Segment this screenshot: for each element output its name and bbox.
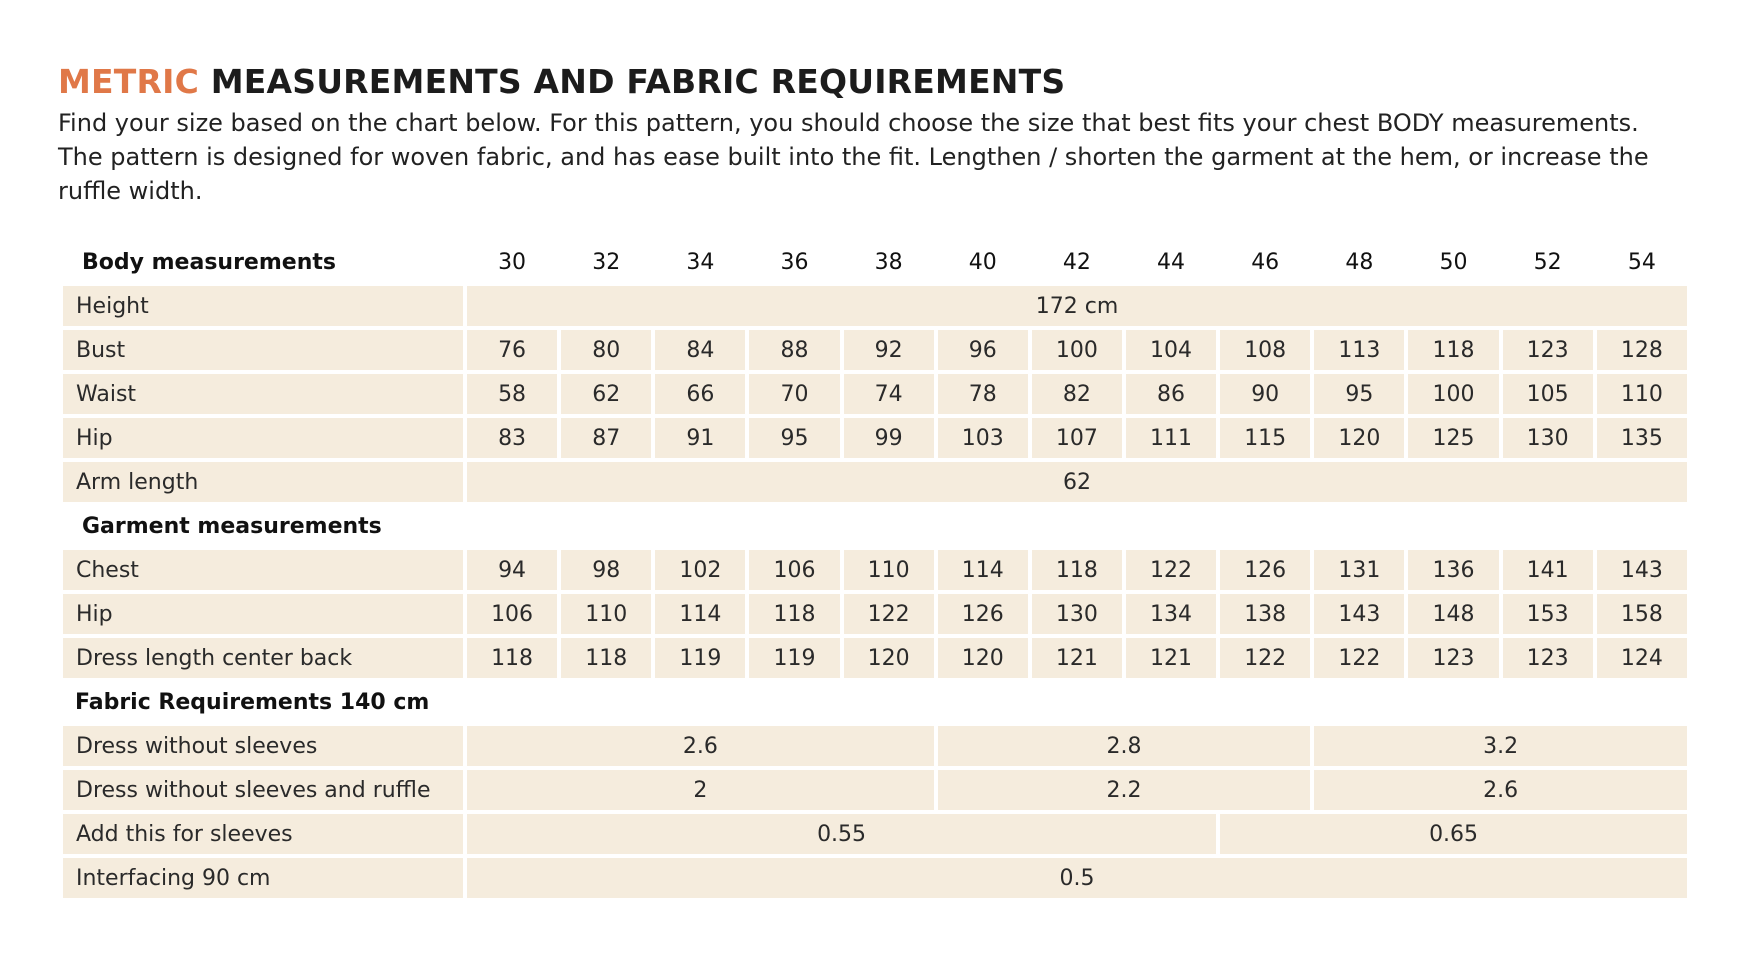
bust-cell: 76 bbox=[467, 330, 557, 370]
table-row bbox=[63, 418, 1687, 458]
chest-cell: 110 bbox=[844, 550, 934, 590]
title-accent: METRIC bbox=[58, 62, 199, 101]
intro-line-3: ruffle width. bbox=[58, 177, 203, 205]
table-row bbox=[63, 726, 1687, 766]
dress-length-cell: 120 bbox=[938, 638, 1028, 678]
garment-hip-cell: 153 bbox=[1503, 594, 1593, 634]
garment-hip-cell: 143 bbox=[1314, 594, 1404, 634]
body-hip-cell: 83 bbox=[467, 418, 557, 458]
body-hip-cell: 107 bbox=[1032, 418, 1122, 458]
row-label-dress-without-sleeves-and-ruffle: Dress without sleeves and ruffle bbox=[63, 770, 463, 810]
size-header: 30 bbox=[498, 249, 527, 275]
body-hip-cell: 87 bbox=[561, 418, 651, 458]
body-hip-cell: 99 bbox=[844, 418, 934, 458]
garment-hip-cell: 134 bbox=[1126, 594, 1216, 634]
row-label-dress-length: Dress length center back bbox=[63, 638, 463, 678]
size-header: 44 bbox=[1157, 249, 1186, 275]
fabric-cell: 0.55 bbox=[467, 814, 1216, 854]
table-row bbox=[63, 330, 1687, 370]
waist-cell: 62 bbox=[561, 374, 651, 414]
row-label-dress-without-sleeves: Dress without sleeves bbox=[63, 726, 463, 766]
size-header: 50 bbox=[1439, 249, 1468, 275]
table-row bbox=[63, 462, 1687, 502]
waist-cell: 66 bbox=[655, 374, 745, 414]
row-label-bust: Bust bbox=[63, 330, 463, 370]
chest-cell: 118 bbox=[1032, 550, 1122, 590]
page bbox=[58, 58, 1698, 208]
garment-hip-cell: 110 bbox=[561, 594, 651, 634]
size-header: 54 bbox=[1627, 249, 1656, 275]
chest-cell: 126 bbox=[1220, 550, 1310, 590]
row-label-arm-length: Arm length bbox=[63, 462, 463, 502]
size-header: 46 bbox=[1251, 249, 1280, 275]
size-header: 48 bbox=[1345, 249, 1374, 275]
waist-cell: 74 bbox=[844, 374, 934, 414]
table-row bbox=[63, 814, 1687, 854]
body-hip-cell: 115 bbox=[1220, 418, 1310, 458]
dress-length-cell: 124 bbox=[1597, 638, 1687, 678]
bust-cell: 104 bbox=[1126, 330, 1216, 370]
fabric-cell: 2.8 bbox=[938, 726, 1311, 766]
garment-hip-cell: 114 bbox=[655, 594, 745, 634]
section-row bbox=[63, 682, 1687, 722]
chest-cell: 122 bbox=[1126, 550, 1216, 590]
waist-cell: 82 bbox=[1032, 374, 1122, 414]
waist-cell: 86 bbox=[1126, 374, 1216, 414]
bust-cell: 84 bbox=[655, 330, 745, 370]
waist-cell: 70 bbox=[749, 374, 839, 414]
garment-section-heading: Garment measurements bbox=[82, 513, 382, 539]
garment-hip-cell: 118 bbox=[749, 594, 839, 634]
dress-length-cell: 118 bbox=[467, 638, 557, 678]
table-row bbox=[63, 550, 1687, 590]
waist-cell: 100 bbox=[1408, 374, 1498, 414]
row-label-waist: Waist bbox=[63, 374, 463, 414]
bust-cell: 88 bbox=[749, 330, 839, 370]
dress-length-cell: 121 bbox=[1032, 638, 1122, 678]
garment-hip-cell: 130 bbox=[1032, 594, 1122, 634]
size-header: 52 bbox=[1533, 249, 1562, 275]
chest-cell: 143 bbox=[1597, 550, 1687, 590]
size-header-row bbox=[63, 242, 1687, 282]
intro-line-2: The pattern is designed for woven fabric, and has ease built into the fit. Lengthen / shorten the garment at the hem, or increase the bbox=[58, 143, 1649, 171]
row-label-garment-hip: Hip bbox=[63, 594, 463, 634]
waist-cell: 90 bbox=[1220, 374, 1310, 414]
dress-length-cell: 119 bbox=[655, 638, 745, 678]
size-header: 36 bbox=[780, 249, 809, 275]
fabric-cell: 2 bbox=[467, 770, 934, 810]
body-hip-cell: 135 bbox=[1597, 418, 1687, 458]
chest-cell: 94 bbox=[467, 550, 557, 590]
dress-length-cell: 119 bbox=[749, 638, 839, 678]
row-label-height: Height bbox=[63, 286, 463, 326]
body-hip-cell: 130 bbox=[1503, 418, 1593, 458]
chest-cell: 136 bbox=[1408, 550, 1498, 590]
fabric-cell: 2.2 bbox=[938, 770, 1311, 810]
body-hip-cell: 95 bbox=[749, 418, 839, 458]
bust-cell: 80 bbox=[561, 330, 651, 370]
table-row bbox=[63, 286, 1687, 326]
bust-cell: 118 bbox=[1408, 330, 1498, 370]
row-label-add-sleeves: Add this for sleeves bbox=[63, 814, 463, 854]
size-header: 38 bbox=[874, 249, 903, 275]
waist-cell: 78 bbox=[938, 374, 1028, 414]
fabric-cell: 2.6 bbox=[467, 726, 934, 766]
bust-cell: 100 bbox=[1032, 330, 1122, 370]
chest-cell: 141 bbox=[1503, 550, 1593, 590]
garment-hip-cell: 106 bbox=[467, 594, 557, 634]
chest-cell: 114 bbox=[938, 550, 1028, 590]
fabric-section-heading: Fabric Requirements 140 cm bbox=[75, 689, 430, 715]
fabric-cell: 0.65 bbox=[1220, 814, 1687, 854]
bust-cell: 108 bbox=[1220, 330, 1310, 370]
table-row bbox=[63, 858, 1687, 898]
row-label-chest: Chest bbox=[63, 550, 463, 590]
dress-length-cell: 122 bbox=[1314, 638, 1404, 678]
arm-length-value: 62 bbox=[467, 462, 1687, 502]
page-title bbox=[58, 58, 1698, 106]
intro-line-1: Find your size based on the chart below. For this pattern, you should choose the size that best fits your chest BODY measurements. bbox=[58, 109, 1639, 137]
dress-length-cell: 123 bbox=[1503, 638, 1593, 678]
chest-cell: 131 bbox=[1314, 550, 1404, 590]
intro-text bbox=[58, 106, 1698, 208]
body-hip-cell: 120 bbox=[1314, 418, 1404, 458]
bust-cell: 128 bbox=[1597, 330, 1687, 370]
dress-length-cell: 123 bbox=[1408, 638, 1498, 678]
bust-cell: 96 bbox=[938, 330, 1028, 370]
body-hip-cell: 91 bbox=[655, 418, 745, 458]
bust-cell: 92 bbox=[844, 330, 934, 370]
size-header: 32 bbox=[592, 249, 621, 275]
height-value: 172 cm bbox=[467, 286, 1687, 326]
table-row bbox=[63, 594, 1687, 634]
dress-length-cell: 122 bbox=[1220, 638, 1310, 678]
bust-cell: 113 bbox=[1314, 330, 1404, 370]
chest-cell: 102 bbox=[655, 550, 745, 590]
row-label-interfacing: Interfacing 90 cm bbox=[63, 858, 463, 898]
table-row bbox=[63, 770, 1687, 810]
size-chart-table bbox=[59, 238, 1691, 902]
garment-hip-cell: 158 bbox=[1597, 594, 1687, 634]
dress-length-cell: 121 bbox=[1126, 638, 1216, 678]
section-row bbox=[63, 506, 1687, 546]
size-header: 40 bbox=[968, 249, 997, 275]
garment-hip-cell: 138 bbox=[1220, 594, 1310, 634]
body-section-heading: Body measurements bbox=[82, 249, 336, 275]
garment-hip-cell: 148 bbox=[1408, 594, 1498, 634]
garment-hip-cell: 126 bbox=[938, 594, 1028, 634]
row-label-body-hip: Hip bbox=[63, 418, 463, 458]
body-hip-cell: 125 bbox=[1408, 418, 1498, 458]
waist-cell: 58 bbox=[467, 374, 557, 414]
bust-cell: 123 bbox=[1503, 330, 1593, 370]
table-row bbox=[63, 374, 1687, 414]
fabric-cell: 3.2 bbox=[1314, 726, 1687, 766]
garment-hip-cell: 122 bbox=[844, 594, 934, 634]
body-hip-cell: 111 bbox=[1126, 418, 1216, 458]
fabric-cell: 2.6 bbox=[1314, 770, 1687, 810]
waist-cell: 95 bbox=[1314, 374, 1404, 414]
chest-cell: 106 bbox=[749, 550, 839, 590]
size-header: 42 bbox=[1062, 249, 1091, 275]
size-header: 34 bbox=[686, 249, 715, 275]
waist-cell: 105 bbox=[1503, 374, 1593, 414]
interfacing-value: 0.5 bbox=[467, 858, 1687, 898]
body-hip-cell: 103 bbox=[938, 418, 1028, 458]
table-row bbox=[63, 638, 1687, 678]
waist-cell: 110 bbox=[1597, 374, 1687, 414]
title-rest: MEASUREMENTS AND FABRIC REQUIREMENTS bbox=[210, 62, 1066, 101]
dress-length-cell: 120 bbox=[844, 638, 934, 678]
chest-cell: 98 bbox=[561, 550, 651, 590]
dress-length-cell: 118 bbox=[561, 638, 651, 678]
